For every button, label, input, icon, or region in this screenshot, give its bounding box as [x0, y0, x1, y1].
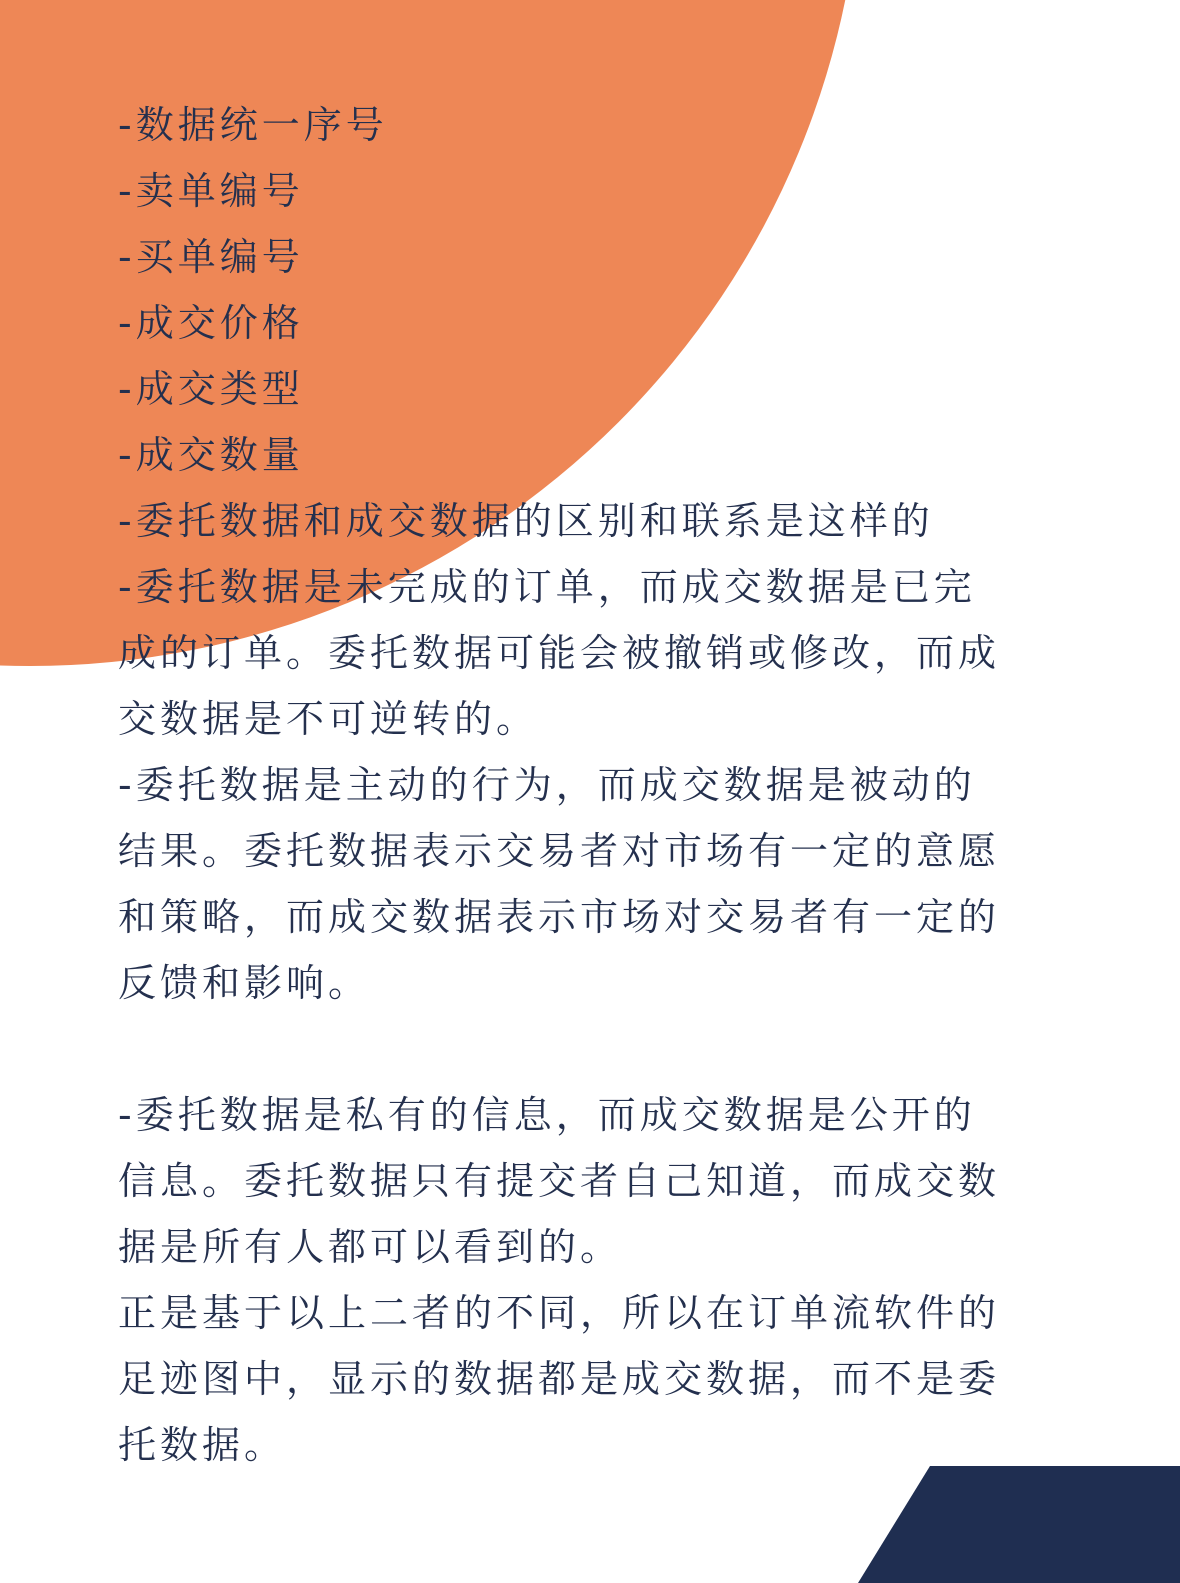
paragraph-line: 足迹图中，显示的数据都是成交数据，而不是委 — [118, 1357, 1001, 1401]
paragraph-line: 正是基于以上二者的不同，所以在订单流软件的 — [118, 1291, 1001, 1335]
list-item: -成交数量 — [118, 433, 304, 477]
paragraph-line: 结果。委托数据表示交易者对市场有一定的意愿 — [118, 829, 1001, 873]
article-text — [118, 92, 1000, 1478]
conclusion — [118, 1280, 1000, 1478]
paragraph-line: 托数据。 — [118, 1423, 287, 1467]
list-item: -卖单编号 — [118, 169, 304, 213]
point-pending-vs-completed — [118, 554, 1000, 752]
intro-line: -委托数据和成交数据的区别和联系是这样的 — [118, 499, 934, 543]
paragraph-line: 反馈和影响。 — [118, 961, 371, 1005]
point-active-vs-passive — [118, 752, 1000, 1016]
paragraph-line: 信息。委托数据只有提交者自己知道，而成交数 — [118, 1159, 1001, 1203]
list-item: -数据统一序号 — [118, 103, 388, 147]
list-item: -成交类型 — [118, 367, 304, 411]
point-private-vs-public — [118, 1082, 1000, 1280]
paragraph-line: 和策略，而成交数据表示市场对交易者有一定的 — [118, 895, 1001, 939]
paragraph-line: -委托数据是私有的信息，而成交数据是公开的 — [118, 1093, 976, 1137]
paragraph-line: -委托数据是主动的行为，而成交数据是被动的 — [118, 763, 976, 807]
paragraph-line: 成的订单。委托数据可能会被撤销或修改，而成 — [118, 631, 1001, 675]
list-item: -成交价格 — [118, 301, 304, 345]
paragraph-line: 据是所有人都可以看到的。 — [118, 1225, 623, 1269]
paragraph-line: 交数据是不可逆转的。 — [118, 697, 539, 741]
navy-trapezoid — [858, 1466, 1180, 1583]
paragraph-line: -委托数据是未完成的订单，而成交数据是已完 — [118, 565, 976, 609]
list-item: -买单编号 — [118, 235, 304, 279]
field-list — [118, 92, 1000, 488]
